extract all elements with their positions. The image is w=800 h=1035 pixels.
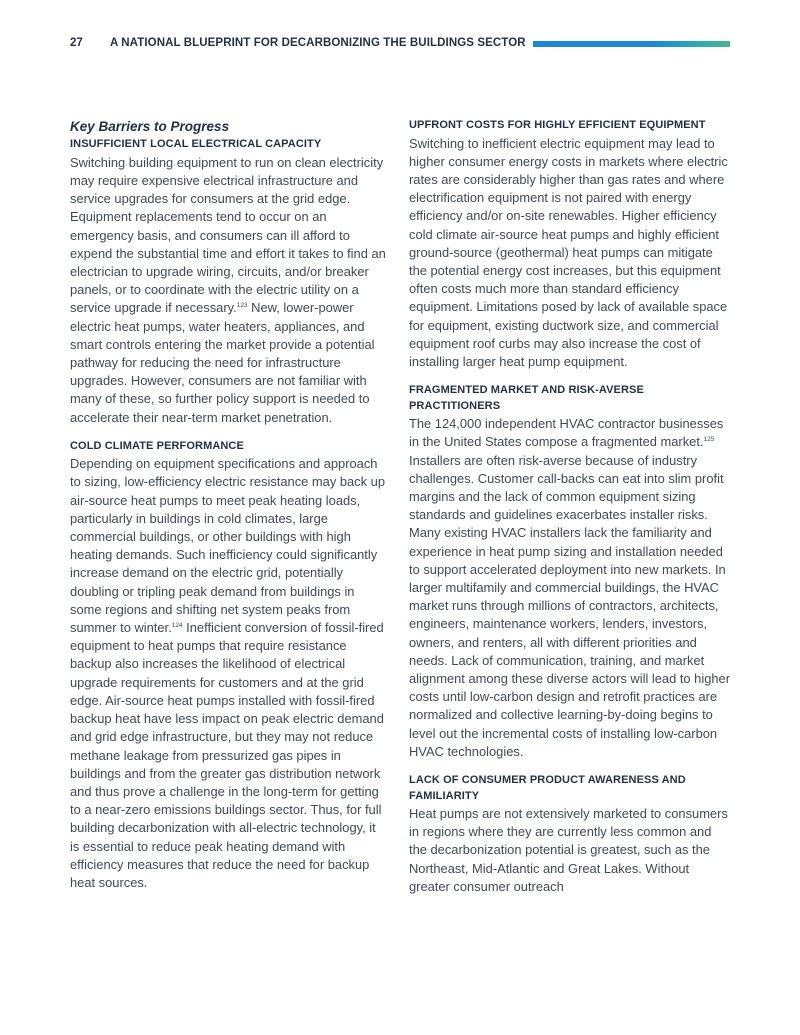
running-title: A NATIONAL BLUEPRINT FOR DECARBONIZING THE BUILDINGS SECTOR: [110, 37, 526, 49]
paragraph-upfront-costs: Switching to inefficient electric equipment may lead to higher consumer energy costs in markets where electric rates are considerably higher than gas rates and where electrification equipment is not paired with energy efficiency and/or on-site renewables. Higher efficiency cold climate air-source heat pumps and highly efficient ground-source (geothermal) heat pumps can mitigate the potential energy cost increases, but this equipment often costs much more than standard efficiency equipment. Limitations posed by lack of available space for equipment, existing ductwork size, and commercial equipment roof curbs may also increase the cost of installing larger heat pump equipment.: [409, 135, 728, 369]
footnote-ref[interactable]: 124: [171, 622, 183, 630]
heading-upfront-costs: UPFRONT COSTS FOR HIGHLY EFFICIENT EQUIPMENT: [409, 119, 706, 131]
heading-fragmented-market: FRAGMENTED MARKET AND RISK-AVERSE PRACTITIONERS: [409, 384, 644, 412]
page-number: 27: [70, 37, 83, 49]
paragraph-consumer-awareness: Heat pumps are not extensively marketed to consumers in regions where they are currently less common and the decarbonization potential is greatest, such as the Northeast, Mid-Atlantic and Great Lakes. Without greater consumer outreach: [409, 806, 728, 894]
heading-electrical-capacity: INSUFFICIENT LOCAL ELECTRICAL CAPACITY: [70, 138, 322, 151]
paragraph-electrical-capacity: [70, 154, 388, 427]
paragraph-cold-climate: [70, 455, 388, 892]
paragraph-fragmented-market: [409, 415, 731, 761]
left-column: [70, 118, 388, 904]
heading-cold-climate: COLD CLIMATE PERFORMANCE: [70, 439, 244, 452]
header-accent-bar: [533, 41, 730, 47]
paragraph-text: Installers are often risk-averse because of industry challenges. Customer call-backs can eat into slim profit margins and the lack of common equipment sizing standards and guidelines exacerbates installer risks. Many existing HVAC installers lack the familiarity and experience in heat pump sizing and installation needed to support accelerated deployment into new markets. In larger multifamily and commercial buildings, the HVAC market runs through millions of contractors, architects, engineers, maintenance workers, lenders, investors, owners, and renters, all with different priorities and needs. Lack of communication, training, and market alignment among these diverse actors will lead to higher costs until low-carbon design and retrofit practices are normalized and collective learning-by-doing begins to level out the incremental costs of installing low-carbon HVAC technologies.: [409, 452, 731, 759]
paragraph-text: New, lower-power electric heat pumps, water heaters, appliances, and smart controls entering the market provide a potential pathway for reducing the need for infrastructure upgrades. However, consumers are not familiar with many of these, so further policy support is needed to accelerate their near-term market penetration.: [70, 300, 375, 425]
right-column: [409, 118, 731, 908]
footnote-ref[interactable]: 125: [703, 436, 715, 444]
paragraph-text: Switching building equipment to run on clean electricity may require expensive electrical infrastructure and service upgrades for consumers at the grid edge. Equipment replacements tend to occur on an emergency basis, and consumers can ill afford to expend the substantial time and effort it takes to find an electrician to upgrade wiring, circuits, and/or breaker panels, or to coordinate with the electric utility on a service upgrade if necessary.: [70, 154, 386, 316]
paragraph-text: The 124,000 independent HVAC contractor businesses in the United States compose a fragmented market.: [409, 416, 724, 450]
section-title: Key Barriers to Progress: [70, 119, 230, 134]
paragraph-text: Inefficient conversion of fossil-fired equipment to heat pumps that require resistance backup also increases the likelihood of electrical upgrade requirements for customers and at the grid edge. Air-source heat pumps installed with fossil-fired backup heat have less impact on peak electric demand and grid edge infrastructure, but they may not reduce methane leakage from pressurized gas pipes in buildings and from the greater gas distribution network and thus prove a challenge in the long-term for getting to a near-zero emissions buildings sector. Thus, for full building decarbonization with all-electric technology, it is essential to reduce peak heating demand with efficiency measures that reduce the need for backup heat sources.: [70, 620, 384, 890]
heading-consumer-awareness: LACK OF CONSUMER PRODUCT AWARENESS AND FAMILIARITY: [409, 774, 686, 802]
footnote-ref[interactable]: 123: [236, 302, 248, 310]
paragraph-text: Depending on equipment specifications and approach to sizing, low-efficiency electric resistance may back up air-source heat pumps to meet peak heating loads, particularly in buildings in cold climates, large commercial buildings, or other buildings with high heating demands. Such inefficiency could significantly increase demand on the electric grid, potentially doubling or tripling peak demand from buildings in some regions and shifting net system peaks from summer to winter.: [70, 456, 385, 636]
page-header: [70, 35, 730, 51]
